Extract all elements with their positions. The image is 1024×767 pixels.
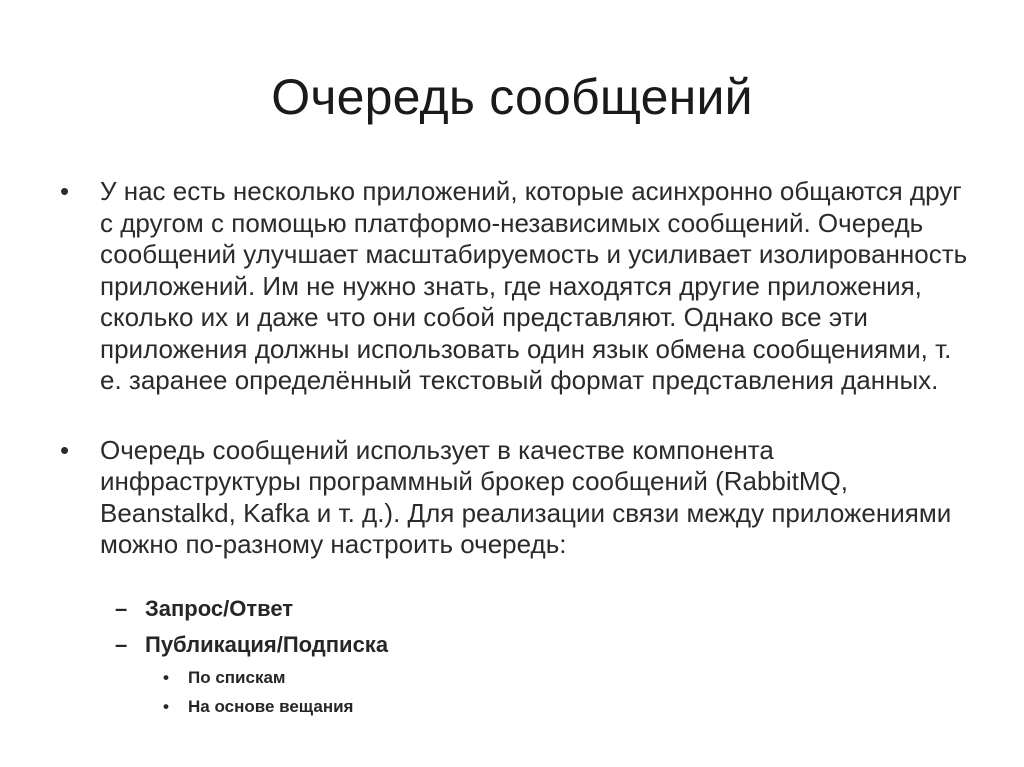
slide-title: Очередь сообщений — [271, 69, 753, 125]
bullet-item — [60, 176, 980, 397]
bullet-marker: • — [163, 667, 169, 687]
bullet-text: Очередь сообщений использует в качестве компонента инфраструктуры программный брокер сообщений (RabbitMQ, Beanstalkd, Kafka и т. д.). Для реализации связи между приложениями можно по-разному настроить очередь: — [100, 434, 952, 559]
sub-item-publish-subscribe — [60, 627, 980, 663]
bullet-marker: • — [60, 434, 70, 465]
sub-item-text: Публикация/Подписка — [145, 631, 389, 657]
dash-marker: – — [115, 631, 128, 657]
sub-sub-item-text: По спискам — [188, 667, 286, 687]
bullet-marker: • — [163, 696, 169, 716]
sub-item-text: Запрос/Ответ — [145, 595, 294, 621]
bullet-item — [60, 435, 980, 561]
sub-sub-item-broadcast — [60, 692, 980, 721]
slide-content — [60, 176, 980, 721]
bullet-marker: • — [60, 176, 70, 206]
sub-sub-item-text: На основе вещания — [188, 696, 354, 716]
bullet-text: У нас есть несколько приложений, которые асинхронно общаются друг с другом с помощью платформо-независимых сообщений. Очередь сообщений улучшает масштабируемость и усиливает изолированность приложений. Им не нужно знать, где находятся другие приложения, сколько их и даже что они собой представляют. Однако все эти приложения должны использовать один язык обмена сообщениями, т. е. заранее определённый текстовый формат представления данных. — [100, 176, 968, 395]
sub-item-request-response — [60, 591, 980, 627]
sub-sub-item-by-lists — [60, 663, 980, 692]
dash-marker: – — [115, 595, 128, 621]
